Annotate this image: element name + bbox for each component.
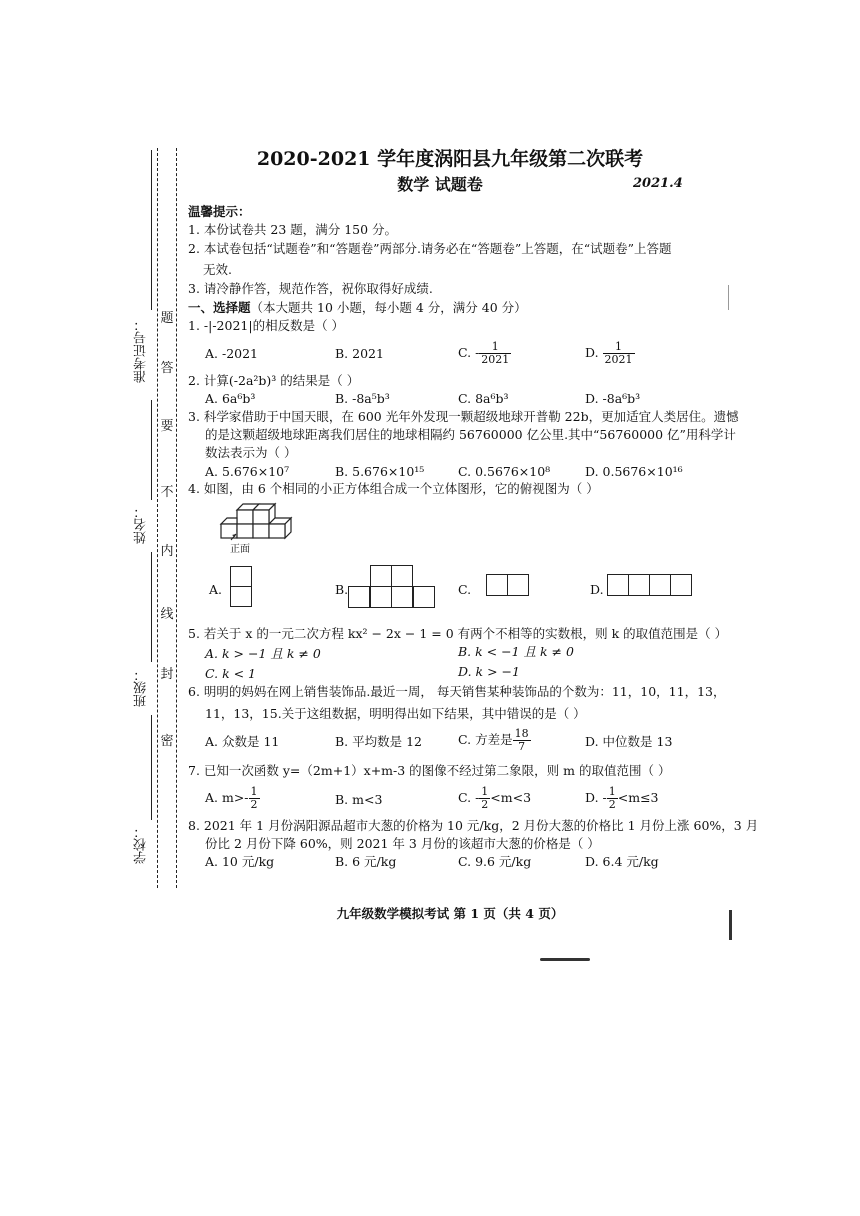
- seal-char-1: 题: [160, 311, 174, 326]
- q1-option-b: B. 2021: [335, 346, 384, 361]
- q7-stem: 7. 已知一次函数 y=（2m+1）x+m-3 的图像不经过第二象限，则 m 的取值范围（ ）: [188, 763, 671, 778]
- q1-option-a: A. -2021: [205, 346, 259, 361]
- field-exam-id-label: 准考证号：: [134, 318, 149, 383]
- q3-option-d: D. 0.5676×10¹⁶: [585, 464, 683, 479]
- q2-option-d: D. -8a⁶b³: [585, 391, 641, 406]
- q4-c-cell: [507, 574, 529, 596]
- q6-c-den: 7: [518, 740, 526, 753]
- q4-b-cell: [370, 565, 392, 587]
- field-name-label: 姓名：: [134, 505, 149, 544]
- q3-option-c: C. 0.5676×10⁸: [458, 464, 551, 479]
- q1-d-den: 2021: [604, 353, 633, 366]
- q8-option-a: A. 10 元/kg: [205, 854, 275, 869]
- q7-a-num: 1: [250, 785, 258, 798]
- page-footer: 九年级数学模拟考试 第 1 页（共 4 页）: [336, 906, 564, 921]
- notice-item-2-cont: 无效.: [203, 262, 232, 277]
- seal-char-5: 内: [160, 544, 174, 559]
- scan-artifact-mark: [540, 958, 590, 961]
- seal-char-8: 密: [160, 734, 174, 749]
- q5-stem: 5. 若关于 x 的一元二次方程 kx² − 2x − 1 = 0 有两个不相等的实数根，则 k 的取值范围是（ ）: [188, 626, 728, 641]
- q4-d-cell: [649, 574, 671, 596]
- q7-d-den: 2: [608, 798, 616, 811]
- q1-d-prefix: D.: [585, 345, 603, 360]
- q5-option-c: C. k < 1: [205, 666, 257, 681]
- seal-char-7: 封: [160, 667, 174, 682]
- q7-c-suffix: <m<3: [490, 790, 532, 805]
- q3-line-3: 数法表示为（ ）: [205, 445, 297, 460]
- page-subtitle: 数学 试题卷: [397, 175, 483, 194]
- q4-stem: 4. 如图，由 6 个相同的小正方体组合成一个立体图形，它的俯视图为（ ）: [188, 481, 599, 496]
- q2-stem: 2. 计算(-2a²b)³ 的结果是（ ）: [188, 373, 360, 388]
- q4-b-cell: [413, 586, 435, 608]
- section-heading: [188, 300, 527, 316]
- seal-char-3: 要: [160, 419, 174, 434]
- q6-option-b: B. 平均数是 12: [335, 734, 423, 749]
- q1-option-c: [458, 341, 511, 366]
- seal-char-4: 不: [160, 485, 174, 500]
- q4-option-a-label: A.: [209, 582, 223, 597]
- q7-d-prefix: D. -: [585, 790, 607, 805]
- q2-option-c: C. 8a⁶b³: [458, 391, 509, 406]
- q6-line-2: 11，13，15.关于这组数据，明明得出如下结果，其中错误的是（ ）: [205, 706, 586, 721]
- notice-item-2: 2. 本试卷包括“试题卷”和“答题卷”两部分.请务必在“答题卷”上答题，在“试题卷”上答题: [188, 241, 672, 256]
- q7-a-prefix: A. m>-: [205, 790, 249, 805]
- notice-heading: 温馨提示：: [188, 204, 251, 219]
- q6-option-d: D. 中位数是 13: [585, 734, 673, 749]
- q3-option-b: B. 5.676×10¹⁵: [335, 464, 425, 479]
- q5-option-d: D. k > −1: [458, 664, 520, 679]
- section-note: （本大题共 10 小题，每小题 4 分，满分 40 分）: [250, 300, 527, 315]
- scan-artifact-mark: [729, 910, 732, 940]
- q4-c-cell: [486, 574, 508, 596]
- q7-a-den: 2: [250, 798, 258, 811]
- q8-option-d: D. 6.4 元/kg: [585, 854, 659, 869]
- q7-option-c: [458, 786, 531, 811]
- q7-option-d: [585, 786, 659, 811]
- q7-c-prefix: C. -: [458, 790, 480, 805]
- q4-front-label: 正面: [230, 544, 250, 555]
- q4-b-cell: [370, 586, 392, 608]
- q3-line-1: 3. 科学家借助于中国天眼，在 600 光年外发现一颗超级地球开普勒 22b，更加适宜人类居住。遗憾: [188, 409, 739, 424]
- seal-char-6: 线: [160, 607, 174, 622]
- field-school-line[interactable]: [151, 715, 152, 820]
- section-title: 一、选择题: [188, 300, 251, 315]
- q7-option-b: B. m<3: [335, 792, 383, 807]
- q8-option-b: B. 6 元/kg: [335, 854, 397, 869]
- q8-line-2: 份比 2 月份下降 60%，则 2021 年 3 月份的该超市大葱的价格是（ ）: [205, 836, 600, 851]
- q4-d-cell: [607, 574, 629, 596]
- q4-b-cell: [348, 586, 370, 608]
- q4-option-b-label: B.: [335, 582, 349, 597]
- q4-a-cell: [230, 566, 252, 587]
- q1-stem: 1. -|-2021|的相反数是（ ）: [188, 318, 345, 333]
- q4-option-d-label: D.: [590, 582, 604, 597]
- field-exam-id-line[interactable]: [151, 150, 152, 310]
- q4-a-cell: [230, 586, 252, 607]
- q2-option-b: B. -8a⁵b³: [335, 391, 390, 406]
- q2-option-a: A. 6a⁶b³: [205, 391, 256, 406]
- seal-char-2: 答: [160, 361, 174, 376]
- binding-line-inner: [176, 148, 177, 888]
- q6-line-1: 6. 明明的妈妈在网上销售装饰品.最近一周， 每天销售某种装饰品的个数为：11，10，11，13，: [188, 684, 726, 699]
- q6-option-c: [458, 728, 531, 753]
- page-title: 2020-2021 学年度涡阳县九年级第二次联考: [256, 148, 644, 170]
- q7-option-a: [205, 786, 260, 811]
- q5-option-a: A. k > −1 且 k ≠ 0: [205, 646, 321, 661]
- q6-c-num: 18: [514, 727, 529, 740]
- q7-c-num: 1: [481, 785, 489, 798]
- field-class-label: 班级：: [134, 668, 149, 707]
- q7-d-suffix: <m≤3: [617, 790, 659, 805]
- q4-cube-figure: [212, 496, 302, 548]
- field-class-line[interactable]: [151, 552, 152, 662]
- scan-artifact-mark: [728, 285, 729, 310]
- notice-item-1: 1. 本份试卷共 23 题，满分 150 分。: [188, 222, 398, 237]
- q7-d-num: 1: [608, 785, 616, 798]
- q1-c-prefix: C. -: [458, 345, 480, 360]
- q3-option-a: A. 5.676×10⁷: [205, 464, 290, 479]
- q4-d-cell: [628, 574, 650, 596]
- q4-b-cell: [391, 586, 413, 608]
- q1-d-num: 1: [603, 341, 635, 354]
- q8-option-c: C. 9.6 元/kg: [458, 854, 532, 869]
- q8-line-1: 8. 2021 年 1 月份涡阳源品超市大葱的价格为 10 元/kg，2 月份大葱的价格比 1 月份上涨 60%，3 月: [188, 818, 759, 833]
- q5-option-b: B. k < −1 且 k ≠ 0: [458, 644, 574, 659]
- q4-option-c-label: C.: [458, 582, 472, 597]
- q6-option-a: A. 众数是 11: [205, 734, 280, 749]
- q4-d-cell: [670, 574, 692, 596]
- q4-b-cell: [391, 565, 413, 587]
- binding-line-outer: [157, 148, 158, 888]
- field-name-line[interactable]: [151, 400, 152, 500]
- q3-line-2: 的是这颗超级地球距离我们居住的地球相隔约 56760000 亿公里.其中“56760000 亿”用科学计: [205, 427, 736, 442]
- q1-c-den: 2021: [481, 353, 510, 366]
- q7-c-den: 2: [481, 798, 489, 811]
- q1-option-d: [585, 341, 635, 366]
- field-school-label: 学校：: [134, 825, 149, 864]
- exam-date: 2021.4: [633, 176, 683, 191]
- q6-c-prefix: C. 方差是: [458, 732, 513, 747]
- q1-c-num: 1: [479, 341, 511, 354]
- notice-item-3: 3. 请冷静作答，规范作答，祝你取得好成绩.: [188, 281, 433, 296]
